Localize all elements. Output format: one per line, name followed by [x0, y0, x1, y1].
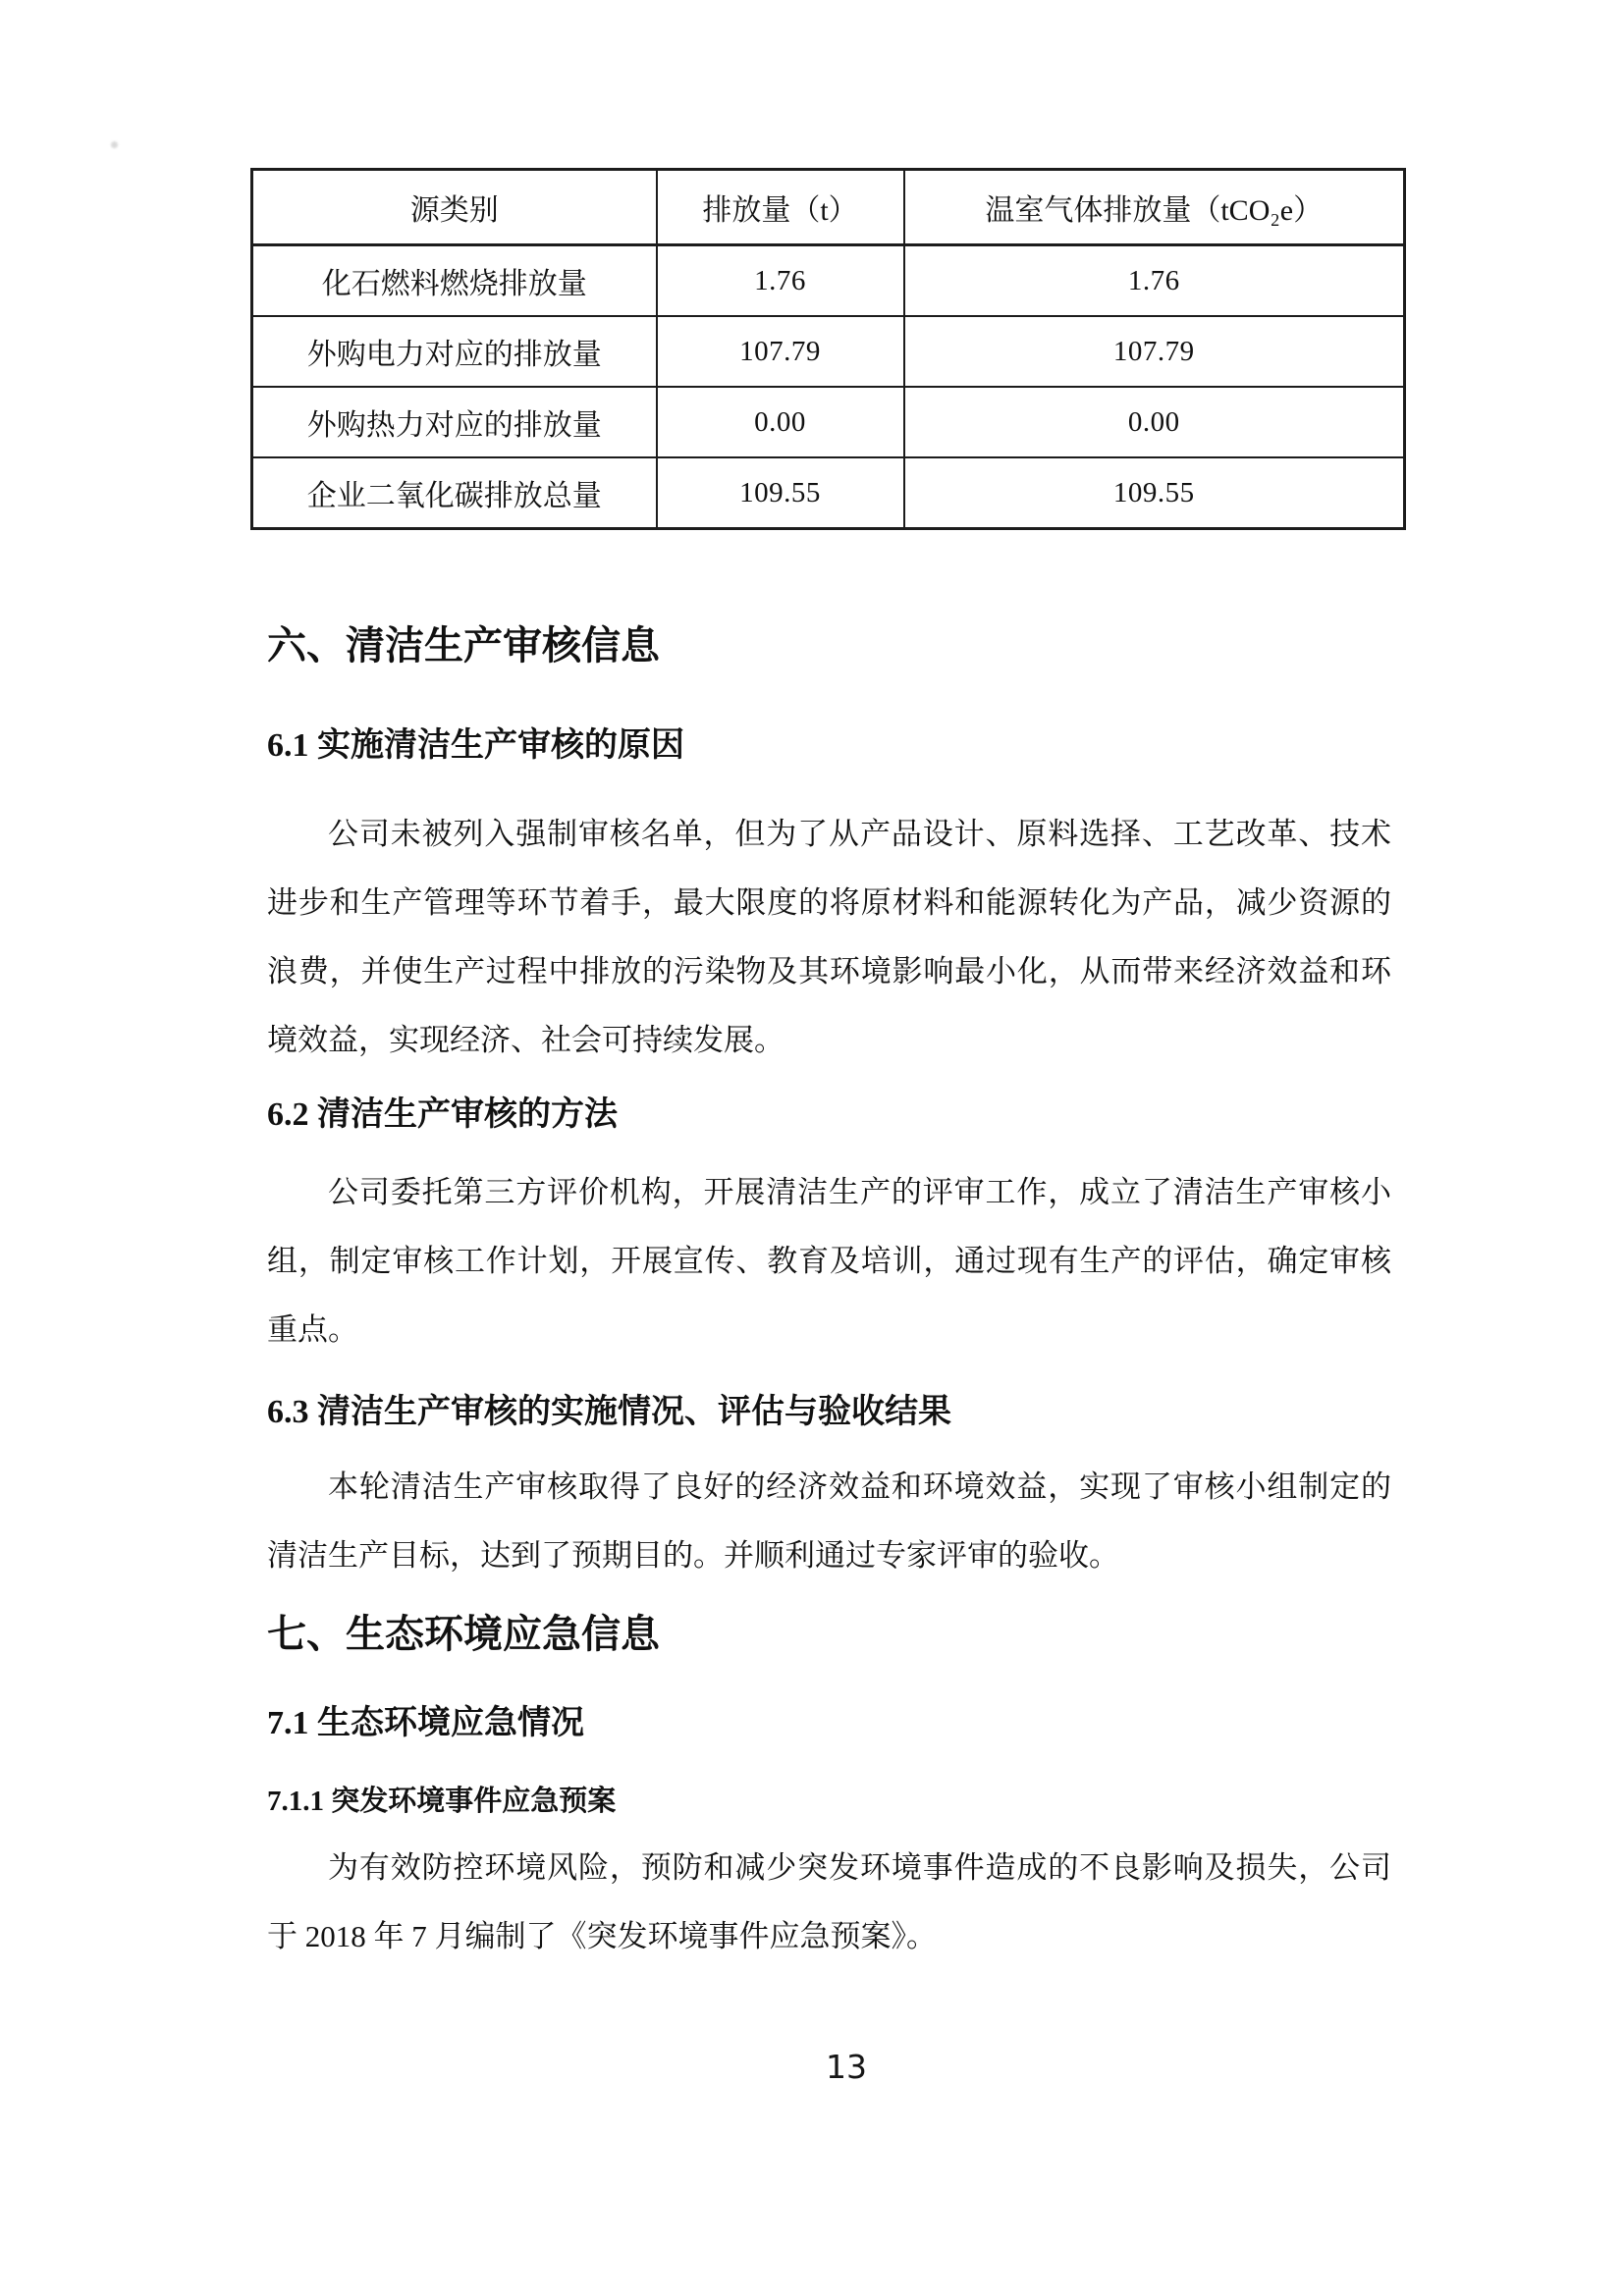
cell-category: 外购热力对应的排放量: [252, 387, 657, 457]
scan-artifact-dot: [111, 141, 118, 148]
table-header-row: [252, 170, 1405, 245]
emission-table: [250, 168, 1406, 530]
section-6-1-heading: 6.1 实施清洁生产审核的原因: [267, 727, 684, 764]
cell-category: 外购电力对应的排放量: [252, 316, 657, 387]
cell-amount-t: 107.79: [657, 316, 904, 387]
cell-amount-ghg: 107.79: [904, 316, 1405, 387]
cell-category: 企业二氧化碳排放总量: [252, 457, 657, 529]
section-6-3-heading: 6.3 清洁生产审核的实施情况、评估与验收结果: [267, 1394, 951, 1430]
cell-amount-ghg: 109.55: [904, 457, 1405, 529]
col-header-source-category: 源类别: [252, 170, 657, 245]
section-6-title: 六、清洁生产审核信息: [267, 623, 660, 667]
section-7-title: 七、生态环境应急信息: [267, 1612, 660, 1656]
cell-amount-ghg: 1.76: [904, 245, 1405, 317]
table-row: [252, 387, 1405, 457]
section-7-1-1-paragraph: 为有效防控环境风险，预防和减少突发环境事件造成的不良影响及损失，公司于 2018 年 7 月编制了《突发环境事件应急预案》。: [267, 1850, 1391, 1953]
cell-amount-t: 1.76: [657, 245, 904, 317]
cell-category: 化石燃料燃烧排放量: [252, 245, 657, 317]
section-6-1-paragraph: 公司未被列入强制审核名单，但为了从产品设计、原料选择、工艺改革、技术进步和生产管理等环节着手，最大限度的将原材料和能源转化为产品，减少资源的浪费，并使生产过程中排放的污染物及其环境影响最小化，从而带来经济效益和环境效益，实现经济、社会可持续发展。: [267, 817, 1391, 1057]
section-7-1-heading: 7.1 生态环境应急情况: [267, 1705, 584, 1741]
table-row: [252, 316, 1405, 387]
page-number: 13: [826, 2048, 867, 2086]
cell-amount-t: 0.00: [657, 387, 904, 457]
section-6-2-heading: 6.2 清洁生产审核的方法: [267, 1096, 618, 1133]
section-7-1-1-heading: 7.1.1 突发环境事件应急预案: [267, 1786, 617, 1817]
section-6-2-paragraph: 公司委托第三方评价机构，开展清洁生产的评审工作，成立了清洁生产审核小组，制定审核工作计划，开展宣传、教育及培训，通过现有生产的评估，确定审核重点。: [267, 1175, 1391, 1347]
col-header-emission-amount: 排放量（t）: [657, 170, 904, 245]
document-body: [267, 618, 1391, 1971]
section-6-3-paragraph: 本轮清洁生产审核取得了良好的经济效益和环境效益，实现了审核小组制定的清洁生产目标，达到了预期目的。并顺利通过专家评审的验收。: [267, 1469, 1391, 1573]
cell-amount-t: 109.55: [657, 457, 904, 529]
col-header-ghg-amount: 温室气体排放量（tCO₂e）: [904, 170, 1405, 245]
table-row: [252, 245, 1405, 317]
table-row: [252, 457, 1405, 529]
cell-amount-ghg: 0.00: [904, 387, 1405, 457]
